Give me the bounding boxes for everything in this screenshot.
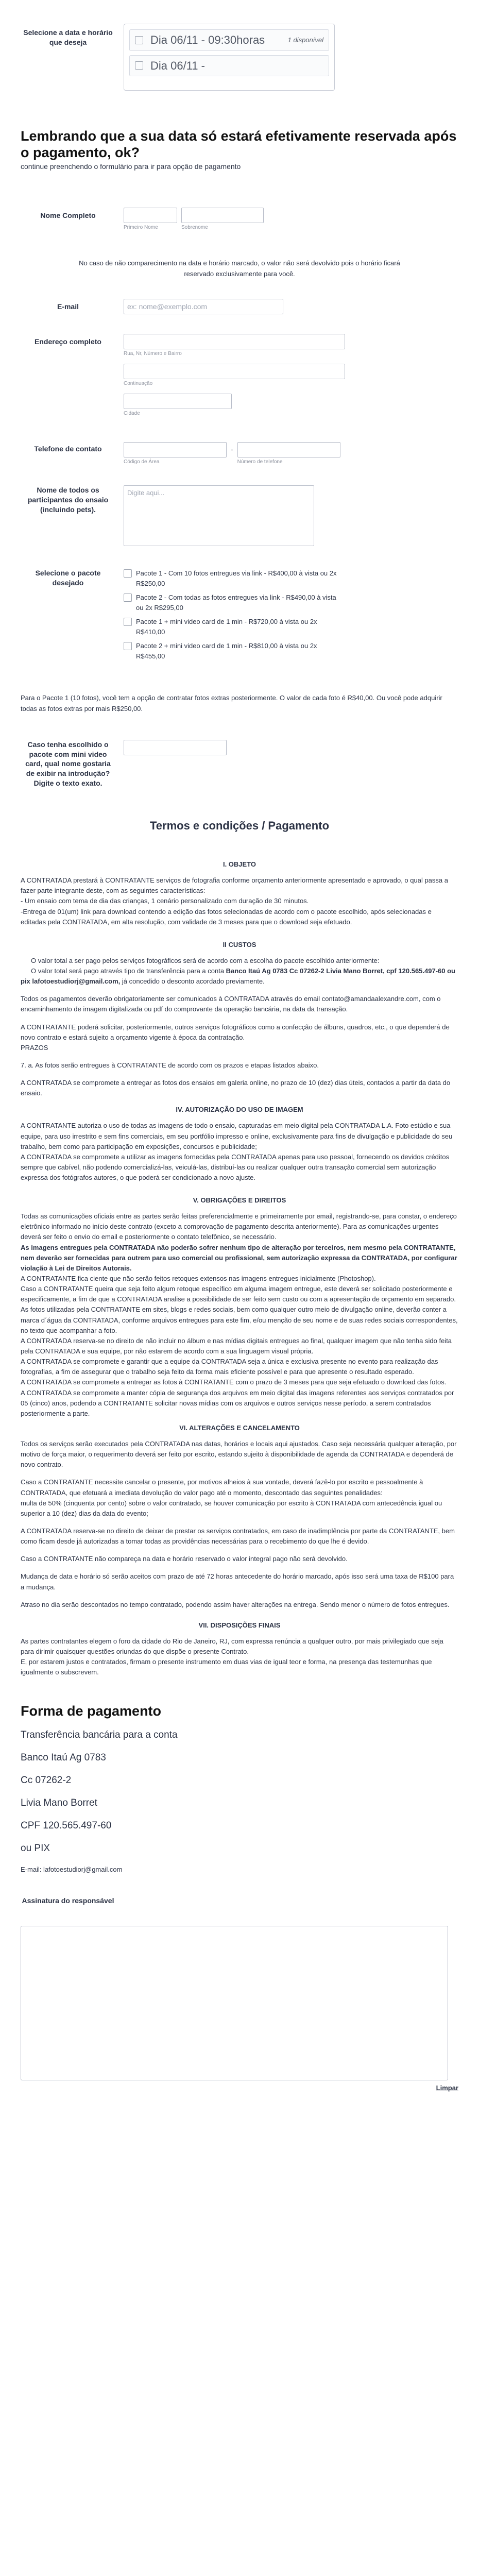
date-field-label: Selecione a data e horário que deseja xyxy=(23,28,113,46)
participants-field-label: Nome de todos os participantes do ensaio (incluindo pets). xyxy=(27,486,109,514)
payment-line: Transferência bancária para a conta xyxy=(21,1730,178,1741)
terms-paragraph: 7. a. As fotos serão entregues à CONTRATANTE de acordo com os prazos e etapas listados abaixo. xyxy=(21,1061,319,1069)
terms-section-heading: II CUSTOS xyxy=(223,940,256,948)
terms-paragraph: A CONTRATANTE poderá solicitar, posteriormente, outros serviços fotográficos como a confecção de álbuns, quadros, etc., o que dependerá de novo contrato e estará sujeito a orçamento vigente à época da contratação. xyxy=(21,1023,450,1041)
terms-paragraph: A CONTRATADA se compromete a manter cópia de segurança dos arquivos em meio digital das imagens referentes aos serviços contratados por 05 (cinco) anos, podendo a CONTRATANTE solicitar novas mídias com os arquivos e outros serviços nesse período, a serem contratados posteriormente a parte. xyxy=(21,1388,454,1417)
terms-paragraph: PRAZOS xyxy=(21,1043,48,1052)
street-input[interactable] xyxy=(124,334,345,349)
clear-signature-button[interactable]: Limpar xyxy=(436,2084,458,2092)
phone-separator: - xyxy=(231,445,233,454)
video-field-label: Caso tenha escolhido o pacote com mini video card, qual nome gostaria de exibir na introdução? Digite o texto exato. xyxy=(25,740,111,788)
terms-paragraph: O valor total a ser pago pelos serviços fotográficos será de acordo com a escolha do pacote escolhido anteriormente: xyxy=(31,956,380,964)
terms-paragraph: A CONTRATADA prestará à CONTRATANTE serviços de fotografia conforme orçamento anteriormente apresentado e aprovado, o qual passa a fazer parte integrante deste, com as seguintes características: xyxy=(21,876,448,895)
package-note: Para o Pacote 1 (10 fotos), você tem a opção de contratar fotos extras posteriormente. O valor de cada foto é R$40,00. Ou você pode adquirir todas as fotos extras por mais R$250,00. xyxy=(21,694,442,713)
payment-line: CPF 120.565.497-60 xyxy=(21,1820,112,1832)
video-name-input[interactable] xyxy=(124,740,227,755)
complement-sublabel: Continuação xyxy=(124,381,153,387)
terms-paragraph: As imagens entregues pela CONTRATADA não poderão sofrer nenhum tipo de alteração por terceiros, nem mesmo pela CONTRATANTE, nem deverão ser fornecidas para outrem para uso comercial ou profissional, sem autorização expressa da CONTRATADA, por configurar violação à Lei de Direitos Autorais. xyxy=(21,1243,457,1272)
package-option-label: Pacote 1 + mini video card de 1 min - R$720,00 à vista ou 2x R$410,00 xyxy=(136,618,317,636)
payment-section xyxy=(21,1703,458,1875)
package-checkbox[interactable] xyxy=(124,642,132,650)
terms-paragraph: Caso a CONTRATANTE queira que seja feito algum retoque específico em alguma imagem entregue, este deverá ser solicitado posteriormente e especificamente, a fim de que a CONTRATADA analise a possibilidade de ser feito sem custo ou com a apresentação de orçamento em separado. xyxy=(21,1285,456,1303)
date-slot-option[interactable] xyxy=(129,29,329,51)
terms-title: Termos e condições / Pagamento xyxy=(149,819,330,833)
date-slot-list[interactable] xyxy=(124,24,335,91)
package-checkbox[interactable] xyxy=(124,594,132,602)
package-option[interactable] xyxy=(124,568,345,588)
no-show-note: No caso de não comparecimento na data e horário marcado, o valor não será devolvido pois o horário ficará reservado exclusivamente para você. xyxy=(79,259,400,278)
last-name-input[interactable] xyxy=(181,208,264,223)
package-option[interactable] xyxy=(124,617,345,637)
terms-paragraph: Todas as comunicações oficiais entre as partes serão feitas preferencialmente e primeiramente por email, registrando-se, para constar, o endereço eletrônico informado no início deste contrato (exceto a comprovação de pagamento descrita anteriormente). Para as comunicações urgentes deverá ser feito o envio do email e posteriormente o contato telefônico, se necessário. xyxy=(21,1212,457,1241)
terms-section-heading: VII. DISPOSIÇÕES FINAIS xyxy=(198,1621,281,1629)
signature-label: Assinatura do responsável xyxy=(22,1896,114,1905)
area-code-input[interactable] xyxy=(124,442,227,457)
terms-paragraph: E, por estarem justos e contratados, firmam o presente instrumento em duas vias de igual teor e forma, na presença das testemunhas que igualmente o subscrevem. xyxy=(21,1658,432,1676)
terms-paragraph: Atraso no dia serão descontados no tempo contratado, podendo assim haver alterações na entrega. Sendo menor o número de fotos entregues. xyxy=(21,1600,450,1608)
terms-paragraph: A CONTRATADA reserva-se no direito de não incluir no álbum e nas mídias digitais entregues ao final, qualquer imagem que não tenha sido feita pela CONTRATADA e sua equipe, por não estarem de acordo com a sua linguagem visual própria. xyxy=(21,1336,452,1355)
terms-paragraph: A CONTRATADA se compromete a entregar as fotos à CONTRATANTE com o prazo de 3 meses para que seja efetuado o download das fotos. xyxy=(21,1378,447,1386)
date-field-row xyxy=(21,0,458,91)
terms-paragraph: A CONTRATANTE fica ciente que não serão feitos retoques extensos nas imagens entregues inicialmente (Photoshop). xyxy=(21,1275,376,1283)
video-field-row xyxy=(21,740,458,788)
payment-line: ou PIX xyxy=(21,1843,50,1854)
date-slot-option[interactable] xyxy=(129,55,329,77)
terms-paragraph: A CONTRATADA se compromete a utilizar as imagens fornecidas pela CONTRATADA apenas para uso pessoal, fornecendo os devidos créditos sempre que cabível, não podendo comercializá-las, veiculá-las, distribuí-las ou realizar qualquer outra transação comercial sem autorização expressa dos fotógrafos autores, o que poderá ser condicionado a novo ajuste. xyxy=(21,1153,450,1182)
participants-field-row xyxy=(21,485,458,548)
terms-paragraph: A CONTRATADA se compromete a entregar as fotos dos ensaios em galeria online, no prazo de 10 (dez) dias úteis, contados a partir da data do ensaio. xyxy=(21,1079,451,1097)
email-input[interactable] xyxy=(124,299,283,314)
terms-paragraph: As partes contratantes elegem o foro da cidade do Rio de Janeiro, RJ, com expressa renúncia a qualquer outro, por mais privilegiado que seja para dirimir quaisquer questões oriundas do que dispõe o presente Contrato. xyxy=(21,1637,443,1655)
slot-checkbox[interactable] xyxy=(135,36,143,44)
package-option-label: Pacote 1 - Com 10 fotos entregues via link - R$400,00 à vista ou 2x R$250,00 xyxy=(136,569,337,587)
email-field-row xyxy=(21,299,458,314)
package-option[interactable] xyxy=(124,641,345,661)
package-option-label: Pacote 2 - Com todas as fotos entregues via link - R$490,00 à vista ou 2x R$295,00 xyxy=(136,594,336,612)
city-input[interactable] xyxy=(124,394,232,409)
phone-field-row xyxy=(21,442,458,465)
terms-paragraph: -Entrega de 01(um) link para download contendo a edição das fotos selecionadas de acordo com o pacote escolhido, após selecionadas e editadas pela CONTRATADA, em alta resolução, com validade de 3 meses para que o download seja efetuado. xyxy=(21,907,432,926)
slot-time: Dia 06/11 - 09:30horas xyxy=(150,33,265,46)
street-sublabel: Rua, Nr, Número e Bairro xyxy=(124,351,182,357)
terms-paragraph: Todos os pagamentos deverão obrigatoriamente ser comunicados à CONTRATADA através do email contato@amandaalexandre.com, com o encaminhamento de imagem digitalizada ou pdf do comprovante da operação bancária, na data da transação. xyxy=(21,995,441,1013)
terms-section-heading: IV. AUTORIZAÇÃO DO USO DE IMAGEM xyxy=(176,1106,303,1114)
payment-line: Banco Itaú Ag 0783 xyxy=(21,1752,106,1764)
terms-section-heading: VI. ALTERAÇÕES E CANCELAMENTO xyxy=(179,1424,300,1432)
terms-section xyxy=(21,819,458,1677)
reminder-subtitle: continue preenchendo o formulário para ir para opção de pagamento xyxy=(21,162,241,171)
terms-paragraph: A CONTRATADA se compromete e garantir que a equipe da CONTRATADA seja a única e exclusiva presente no evento para realização das fotografias, a fim de assegurar que o trabalho seja feito da forma mais eficiente possível e para que apresente o resultado esperado. xyxy=(21,1358,438,1376)
payment-email: E-mail: lafotoestudiorj@gmail.com xyxy=(21,1866,123,1874)
name-field-row xyxy=(21,208,458,230)
package-option-label: Pacote 2 + mini video card de 1 min - R$810,00 à vista ou 2x R$455,00 xyxy=(136,642,317,660)
reminder-section xyxy=(21,128,458,171)
phone-number-sublabel: Número de telefone xyxy=(237,459,283,465)
address-field-row xyxy=(21,334,458,416)
terms-paragraph: A CONTRATADA reserva-se no direito de deixar de prestar os serviços contratados, em caso de inadimplência por parte da CONTRATANTE, bem como ficam desde já autorizadas a tomar todas as providências necessárias para o recebimento do que lhe é devido. xyxy=(21,1527,455,1546)
area-code-sublabel: Código de Área xyxy=(124,459,160,465)
phone-field-label: Telefone de contato xyxy=(34,445,102,453)
participants-textarea[interactable] xyxy=(124,485,314,546)
terms-paragraph: Caso a CONTRATANTE não compareça na data e horário reservado o valor integral pago não será devolvido. xyxy=(21,1555,348,1563)
last-name-sublabel: Sobrenome xyxy=(181,224,208,230)
email-field-label: E-mail xyxy=(57,302,79,311)
package-field-row xyxy=(21,568,458,665)
terms-paragraph: multa de 50% (cinquenta por cento) sobre o valor contratado, se houver comunicação por escrito à CONTRATADA com antecedência igual ou superior a 10 (dez) dias da data do evento; xyxy=(21,1499,442,1517)
payment-title: Forma de pagamento xyxy=(21,1703,162,1719)
city-sublabel: Cidade xyxy=(124,411,140,417)
payment-line: Cc 07262-2 xyxy=(21,1775,72,1786)
slot-availability: 1 disponível xyxy=(287,36,323,44)
name-field-label: Nome Completo xyxy=(40,211,96,219)
phone-number-input[interactable] xyxy=(237,442,340,457)
payment-line: Livia Mano Borret xyxy=(21,1798,97,1809)
slot-checkbox[interactable] xyxy=(135,61,143,70)
signature-pad[interactable] xyxy=(21,1926,448,2080)
terms-paragraph: Caso a CONTRATANTE necessite cancelar o presente, por motivos alheios à sua vontade, deverá fazê-lo por escrito e pessoalmente à CONTRATADA, que efetuará a imediata devolução do valor pago até o momento, descontado das seguintes penalidades: xyxy=(21,1478,423,1497)
terms-section-heading: V. OBRIGAÇÕES E DIREITOS xyxy=(193,1196,286,1205)
terms-section-heading: I. OBJETO xyxy=(223,860,256,869)
package-checkbox[interactable] xyxy=(124,618,132,626)
address-field-label: Endereço completo xyxy=(35,337,101,346)
signature-section xyxy=(21,1896,458,2103)
terms-paragraph: O valor total será pago através tipo de transferência para a conta Banco Itaú Ag 0783 Cc 07262-2 Livia Mano Borret, cpf 120.565.497-60 ou pix lafotoestudiorj@gmail.com, já concedido o desconto acordado previamente. xyxy=(21,967,455,986)
terms-paragraph: - Um ensaio com tema de dia das crianças, 1 cenário personalizado com duração de 30 minutos. xyxy=(21,897,309,905)
terms-paragraph: Mudança de data e horário só serão aceitos com prazo de até 72 horas antecedente do horário marcado, após isso será uma taxa de R$100 para a mudança. xyxy=(21,1572,454,1591)
package-option[interactable] xyxy=(124,592,345,613)
terms-paragraph: A CONTRATANTE autoriza o uso de todas as imagens de todo o ensaio, capturadas em meio digital pela CONTRATADA L.A. Foto estúdio e sua equipe, para uso irrestrito e sem fins comerciais, em seu portfólio impresso e online, exclusivamente para fins de divulgação e publicidade do seu trabalho, bem como para participação em exposições, concursos e publicidade; xyxy=(21,1122,453,1150)
terms-paragraph: As fotos utilizadas pela CONTRATANTE em sites, blogs e redes sociais, bem como qualquer outro meio de divulgação online, deverão conter a marca d´água da CONTRATADA, conforme arquivos entregues para este fim, e/ou menção de seu nome e de suas redes sociais correspondentes, no texto que acompanhar a foto. xyxy=(21,1306,458,1334)
first-name-sublabel: Primeiro Nome xyxy=(124,224,158,230)
terms-paragraph: Todos os serviços serão executados pela CONTRATADA nas datas, horários e locais aqui ajustados. Caso seja necessária qualquer alteração, por motivo de força maior, o requerimento deverá ser feito por escrito, estando sujeito à disponibilidade de agenda da CONTRATADA e dependerá de novo contrato. xyxy=(21,1440,457,1469)
reminder-title: Lembrando que a sua data só estará efetivamente reservada após o pagamento, ok? xyxy=(21,128,457,161)
first-name-input[interactable] xyxy=(124,208,177,223)
address-complement-input[interactable] xyxy=(124,364,345,379)
package-checkbox[interactable] xyxy=(124,569,132,578)
slot-time: Dia 06/11 - xyxy=(150,59,205,72)
package-field-label: Selecione o pacote desejado xyxy=(35,569,101,587)
